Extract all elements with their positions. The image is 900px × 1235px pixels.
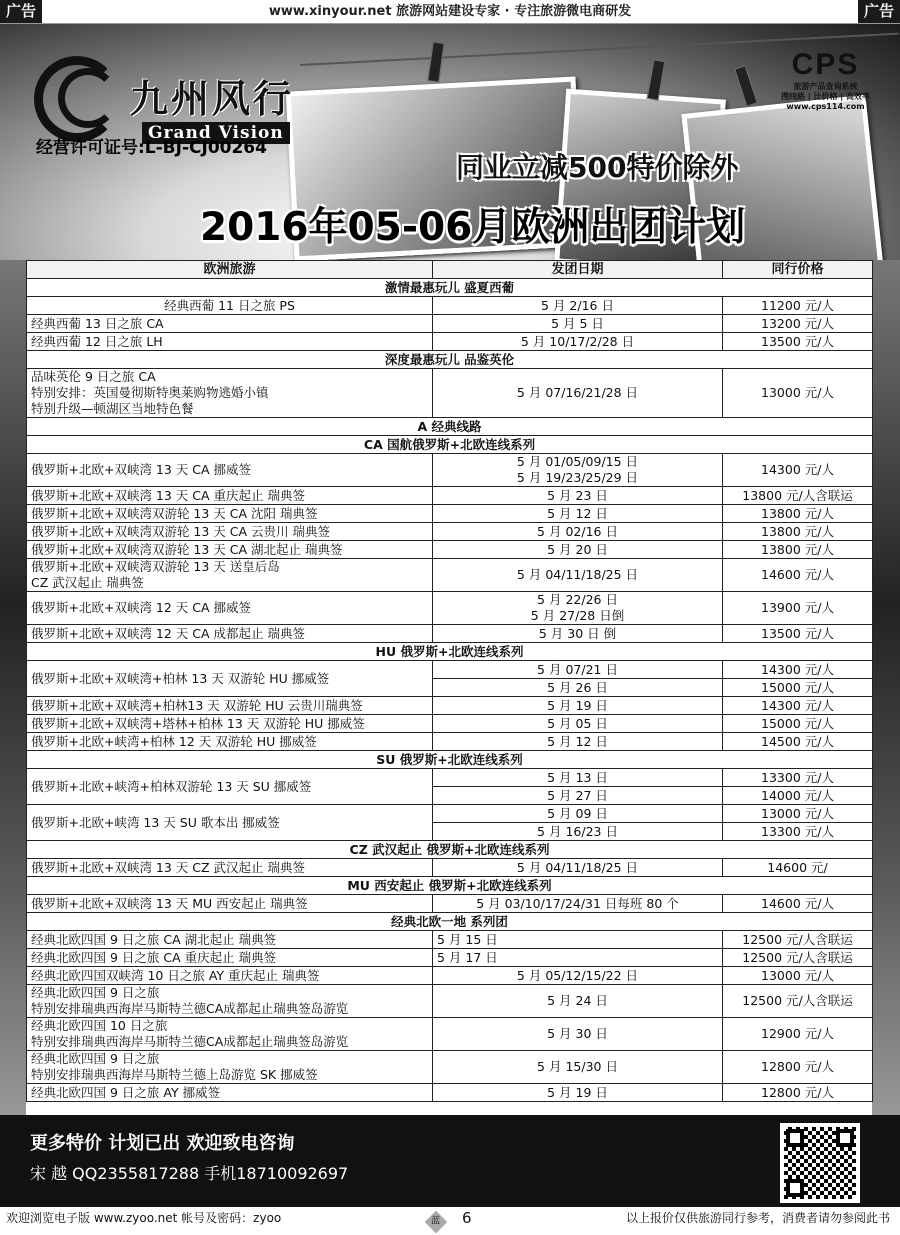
- date-cell: 5 月 07/16/21/28 日: [433, 369, 723, 418]
- page-number: 6: [462, 1209, 472, 1227]
- date-cell: 5 月 05 日: [433, 715, 723, 733]
- license-number: 经营许可证号:L-BJ-CJ00264: [36, 138, 267, 158]
- route-cell: 俄罗斯+北欧+双峡湾双游轮 13 天 CA 云贵川 瑞典签: [27, 523, 433, 541]
- logo-en-text: Grand Vision: [142, 122, 290, 144]
- route-cell: 俄罗斯+北欧+峡湾 13 天 SU 歌本出 挪威签: [27, 805, 433, 841]
- price-cell: 15000 元/人: [723, 679, 873, 697]
- price-cell: 13000 元/人: [723, 369, 873, 418]
- page-badge-text: 蓝: [431, 1216, 441, 1227]
- price-cell: 15000 元/人: [723, 715, 873, 733]
- footer-slogan: 更多特价 计划已出 欢迎致电咨询: [30, 1133, 295, 1154]
- promo-text: 同业立减500特价除外: [456, 151, 739, 184]
- date-cell: 5 月 15/30 日: [433, 1051, 723, 1084]
- ad-tag-right: 广告: [858, 0, 900, 23]
- route-cell: 经典北欧四国 9 日之旅 AY 挪威签: [27, 1084, 433, 1102]
- table-row: [27, 454, 873, 487]
- table-row: [27, 1018, 873, 1051]
- bottom-bar: [0, 1207, 900, 1230]
- price-cell: 14300 元/人: [723, 454, 873, 487]
- cps-url[interactable]: www.cps114.com: [786, 102, 865, 111]
- section-title: 深度最惠玩儿 品鉴英伦: [27, 351, 873, 369]
- route-cell: 俄罗斯+北欧+峡湾+柏林双游轮 13 天 SU 挪威签: [27, 769, 433, 805]
- bottom-website[interactable]: 欢迎浏览电子版 www.zyoo.net 帐号及密码：zyoo: [6, 1211, 282, 1225]
- route-cell: 经典北欧四国 9 日之旅 特别安排瑞典西海岸马斯特兰德CA成都起止瑞典签岛游览: [27, 985, 433, 1018]
- date-cell: 5 月 23 日: [433, 487, 723, 505]
- table-row: [27, 559, 873, 592]
- contact-footer: [0, 1115, 900, 1207]
- bottom-disclaimer: 以上报价仅供旅游同行参考，消费者请勿参阅此书: [625, 1211, 890, 1225]
- tour-schedule-table: [26, 260, 872, 1102]
- qr-code-icon[interactable]: [780, 1123, 860, 1203]
- price-cell: 12500 元/人含联运: [723, 985, 873, 1018]
- top-ad-bar: [0, 0, 900, 24]
- price-cell: 12500 元/人含联运: [723, 949, 873, 967]
- date-cell: 5 月 2/16 日: [433, 297, 723, 315]
- price-cell: 14600 元/: [723, 859, 873, 877]
- top-tagline[interactable]: www.xinyour.net 旅游网站建设专家 · 专注旅游微电商研发: [268, 4, 632, 19]
- price-cell: 13500 元/人: [723, 333, 873, 351]
- date-cell: 5 月 02/16 日: [433, 523, 723, 541]
- price-cell: 11200 元/人: [723, 297, 873, 315]
- table-row: [27, 541, 873, 559]
- section-title: HU 俄罗斯+北欧连线系列: [27, 643, 873, 661]
- section-row: [27, 418, 873, 436]
- route-cell: 经典西葡 12 日之旅 LH: [27, 333, 433, 351]
- route-cell: 俄罗斯+北欧+双峡湾 12 天 CA 成都起止 瑞典签: [27, 625, 433, 643]
- table-row: [27, 1084, 873, 1102]
- price-cell: 14600 元/人: [723, 895, 873, 913]
- cps-line2: 搜线路 | 比价格 | 高效率: [781, 92, 870, 101]
- route-cell: 品味英伦 9 日之旅 CA 特别安排：英国曼彻斯特奥莱购物逃婚小镇 特别升级—顿湖区当地特色餐: [27, 369, 433, 418]
- date-cell: 5 月 01/05/09/15 日 5 月 19/23/25/29 日: [433, 454, 723, 487]
- date-cell: 5 月 30 日 倒: [433, 625, 723, 643]
- section-row: [27, 279, 873, 297]
- header-route: 欧洲旅游: [27, 261, 433, 279]
- section-title: SU 俄罗斯+北欧连线系列: [27, 751, 873, 769]
- cps-line1: 旅游产品查询系统: [793, 82, 858, 91]
- date-cell: 5 月 13 日: [433, 769, 723, 787]
- price-cell: 13000 元/人: [723, 967, 873, 985]
- table-row: [27, 523, 873, 541]
- table-row: [27, 297, 873, 315]
- section-title: CA 国航俄罗斯+北欧连线系列: [27, 436, 873, 454]
- cps-title: CPS: [791, 48, 860, 81]
- route-cell: 俄罗斯+北欧+双峡湾 12 天 CA 挪威签: [27, 592, 433, 625]
- price-cell: 13800 元/人: [723, 523, 873, 541]
- section-title: A 经典线路: [27, 418, 873, 436]
- route-cell: 经典北欧四国 9 日之旅 特别安排瑞典西海岸马斯特兰德上岛游览 SK 挪威签: [27, 1051, 433, 1084]
- section-row: [27, 351, 873, 369]
- header-date: 发团日期: [433, 261, 723, 279]
- date-cell: 5 月 10/17/2/28 日: [433, 333, 723, 351]
- section-title: CZ 武汉起止 俄罗斯+北欧连线系列: [27, 841, 873, 859]
- table-row: [27, 369, 873, 418]
- price-cell: 12800 元/人: [723, 1084, 873, 1102]
- route-cell: 俄罗斯+北欧+双峡湾 13 天 MU 西安起止 瑞典签: [27, 895, 433, 913]
- clothes-pin-icon: [427, 41, 444, 82]
- route-cell: 俄罗斯+北欧+峡湾+柏林 12 天 双游轮 HU 挪威签: [27, 733, 433, 751]
- section-row: [27, 751, 873, 769]
- date-cell: 5 月 17 日: [433, 949, 723, 967]
- section-title: 经典北欧一地 系列团: [27, 913, 873, 931]
- section-row: [27, 913, 873, 931]
- page-badge: [428, 1209, 444, 1232]
- date-cell: 5 月 05/12/15/22 日: [433, 967, 723, 985]
- price-cell: 13200 元/人: [723, 315, 873, 333]
- section-row: [27, 643, 873, 661]
- route-cell: 经典北欧四国 10 日之旅 特别安排瑞典西海岸马斯特兰德CA成都起止瑞典签岛游览: [27, 1018, 433, 1051]
- header-price: 同行价格: [723, 261, 873, 279]
- route-cell: 经典西葡 11 日之旅 PS: [27, 297, 433, 315]
- route-cell: 俄罗斯+北欧+双峡湾双游轮 13 天 CA 湖北起止 瑞典签: [27, 541, 433, 559]
- date-cell: 5 月 19 日: [433, 1084, 723, 1102]
- price-cell: 13500 元/人: [723, 625, 873, 643]
- table-row: [27, 931, 873, 949]
- date-cell: 5 月 04/11/18/25 日: [433, 559, 723, 592]
- table-row: [27, 625, 873, 643]
- table-row: [27, 697, 873, 715]
- footer-contact[interactable]: 宋 越 QQ2355817288 手机18710092697: [30, 1164, 349, 1183]
- date-cell: 5 月 26 日: [433, 679, 723, 697]
- hero-banner: [0, 24, 900, 260]
- side-image-right: [872, 260, 900, 1120]
- price-cell: 14300 元/人: [723, 697, 873, 715]
- route-cell: 经典西葡 13 日之旅 CA: [27, 315, 433, 333]
- table-row: [27, 859, 873, 877]
- price-cell: 12900 元/人: [723, 1018, 873, 1051]
- price-cell: 14500 元/人: [723, 733, 873, 751]
- date-cell: 5 月 20 日: [433, 541, 723, 559]
- table-row: [27, 895, 873, 913]
- route-cell: 俄罗斯+北欧+双峡湾双游轮 13 天 CA 沈阳 瑞典签: [27, 505, 433, 523]
- route-cell: 俄罗斯+北欧+双峡湾 13 天 CZ 武汉起止 瑞典签: [27, 859, 433, 877]
- logo-arc-inner-icon: [58, 68, 118, 128]
- section-row: [27, 436, 873, 454]
- date-cell: 5 月 04/11/18/25 日: [433, 859, 723, 877]
- date-cell: 5 月 15 日: [433, 931, 723, 949]
- price-cell: 14300 元/人: [723, 661, 873, 679]
- section-row: [27, 877, 873, 895]
- price-cell: 13300 元/人: [723, 823, 873, 841]
- route-cell: 俄罗斯+北欧+双峡湾+柏林13 天 双游轮 HU 云贵川瑞典签: [27, 697, 433, 715]
- table-row: [27, 985, 873, 1018]
- date-cell: 5 月 30 日: [433, 1018, 723, 1051]
- table-row: [27, 505, 873, 523]
- route-cell: 俄罗斯+北欧+双峡湾 13 天 CA 挪威签: [27, 454, 433, 487]
- price-cell: 13900 元/人: [723, 592, 873, 625]
- price-cell: 12500 元/人含联运: [723, 931, 873, 949]
- cps-logo[interactable]: [778, 48, 873, 112]
- table-row: [27, 733, 873, 751]
- page-title: 2016年05-06月欧洲出团计划: [200, 205, 746, 250]
- date-cell: 5 月 5 日: [433, 315, 723, 333]
- section-title: 激情最惠玩儿 盛夏西葡: [27, 279, 873, 297]
- table-row: [27, 333, 873, 351]
- table-row: [27, 661, 873, 679]
- route-cell: 经典北欧四国 9 日之旅 CA 重庆起止 瑞典签: [27, 949, 433, 967]
- table-row: [27, 487, 873, 505]
- price-cell: 13000 元/人: [723, 805, 873, 823]
- date-cell: 5 月 24 日: [433, 985, 723, 1018]
- price-cell: 13800 元/人: [723, 505, 873, 523]
- table-row: [27, 715, 873, 733]
- date-cell: 5 月 09 日: [433, 805, 723, 823]
- table-row: [27, 592, 873, 625]
- date-cell: 5 月 12 日: [433, 733, 723, 751]
- route-cell: 俄罗斯+北欧+双峡湾+塔林+柏林 13 天 双游轮 HU 挪威签: [27, 715, 433, 733]
- date-cell: 5 月 03/10/17/24/31 日每班 80 个: [433, 895, 723, 913]
- table-row: [27, 769, 873, 787]
- table-body: [27, 279, 873, 1102]
- table-row: [27, 967, 873, 985]
- section-title: MU 西安起止 俄罗斯+北欧连线系列: [27, 877, 873, 895]
- table-row: [27, 805, 873, 823]
- ad-tag-left: 广告: [0, 0, 42, 23]
- table-row: [27, 1051, 873, 1084]
- date-cell: 5 月 27 日: [433, 787, 723, 805]
- price-cell: 14000 元/人: [723, 787, 873, 805]
- route-cell: 俄罗斯+北欧+双峡湾+柏林 13 天 双游轮 HU 挪威签: [27, 661, 433, 697]
- clothes-pin-icon: [734, 65, 758, 107]
- table-header-row: [27, 261, 873, 279]
- side-image-left: [0, 260, 26, 1120]
- table-row: [27, 949, 873, 967]
- section-row: [27, 841, 873, 859]
- price-cell: 13300 元/人: [723, 769, 873, 787]
- table-row: [27, 315, 873, 333]
- price-cell: 14600 元/人: [723, 559, 873, 592]
- company-logo: [34, 50, 334, 143]
- price-cell: 12800 元/人: [723, 1051, 873, 1084]
- price-cell: 13800 元/人: [723, 541, 873, 559]
- route-cell: 经典北欧四国 9 日之旅 CA 湖北起止 瑞典签: [27, 931, 433, 949]
- date-cell: 5 月 12 日: [433, 505, 723, 523]
- date-cell: 5 月 22/26 日 5 月 27/28 日倒: [433, 592, 723, 625]
- logo-cn-text: 九州风行: [130, 77, 295, 121]
- route-cell: 俄罗斯+北欧+双峡湾 13 天 CA 重庆起止 瑞典签: [27, 487, 433, 505]
- route-cell: 俄罗斯+北欧+双峡湾双游轮 13 天 送皇后岛 CZ 武汉起止 瑞典签: [27, 559, 433, 592]
- route-cell: 经典北欧四国双峡湾 10 日之旅 AY 重庆起止 瑞典签: [27, 967, 433, 985]
- date-cell: 5 月 16/23 日: [433, 823, 723, 841]
- price-cell: 13800 元/人含联运: [723, 487, 873, 505]
- date-cell: 5 月 19 日: [433, 697, 723, 715]
- date-cell: 5 月 07/21 日: [433, 661, 723, 679]
